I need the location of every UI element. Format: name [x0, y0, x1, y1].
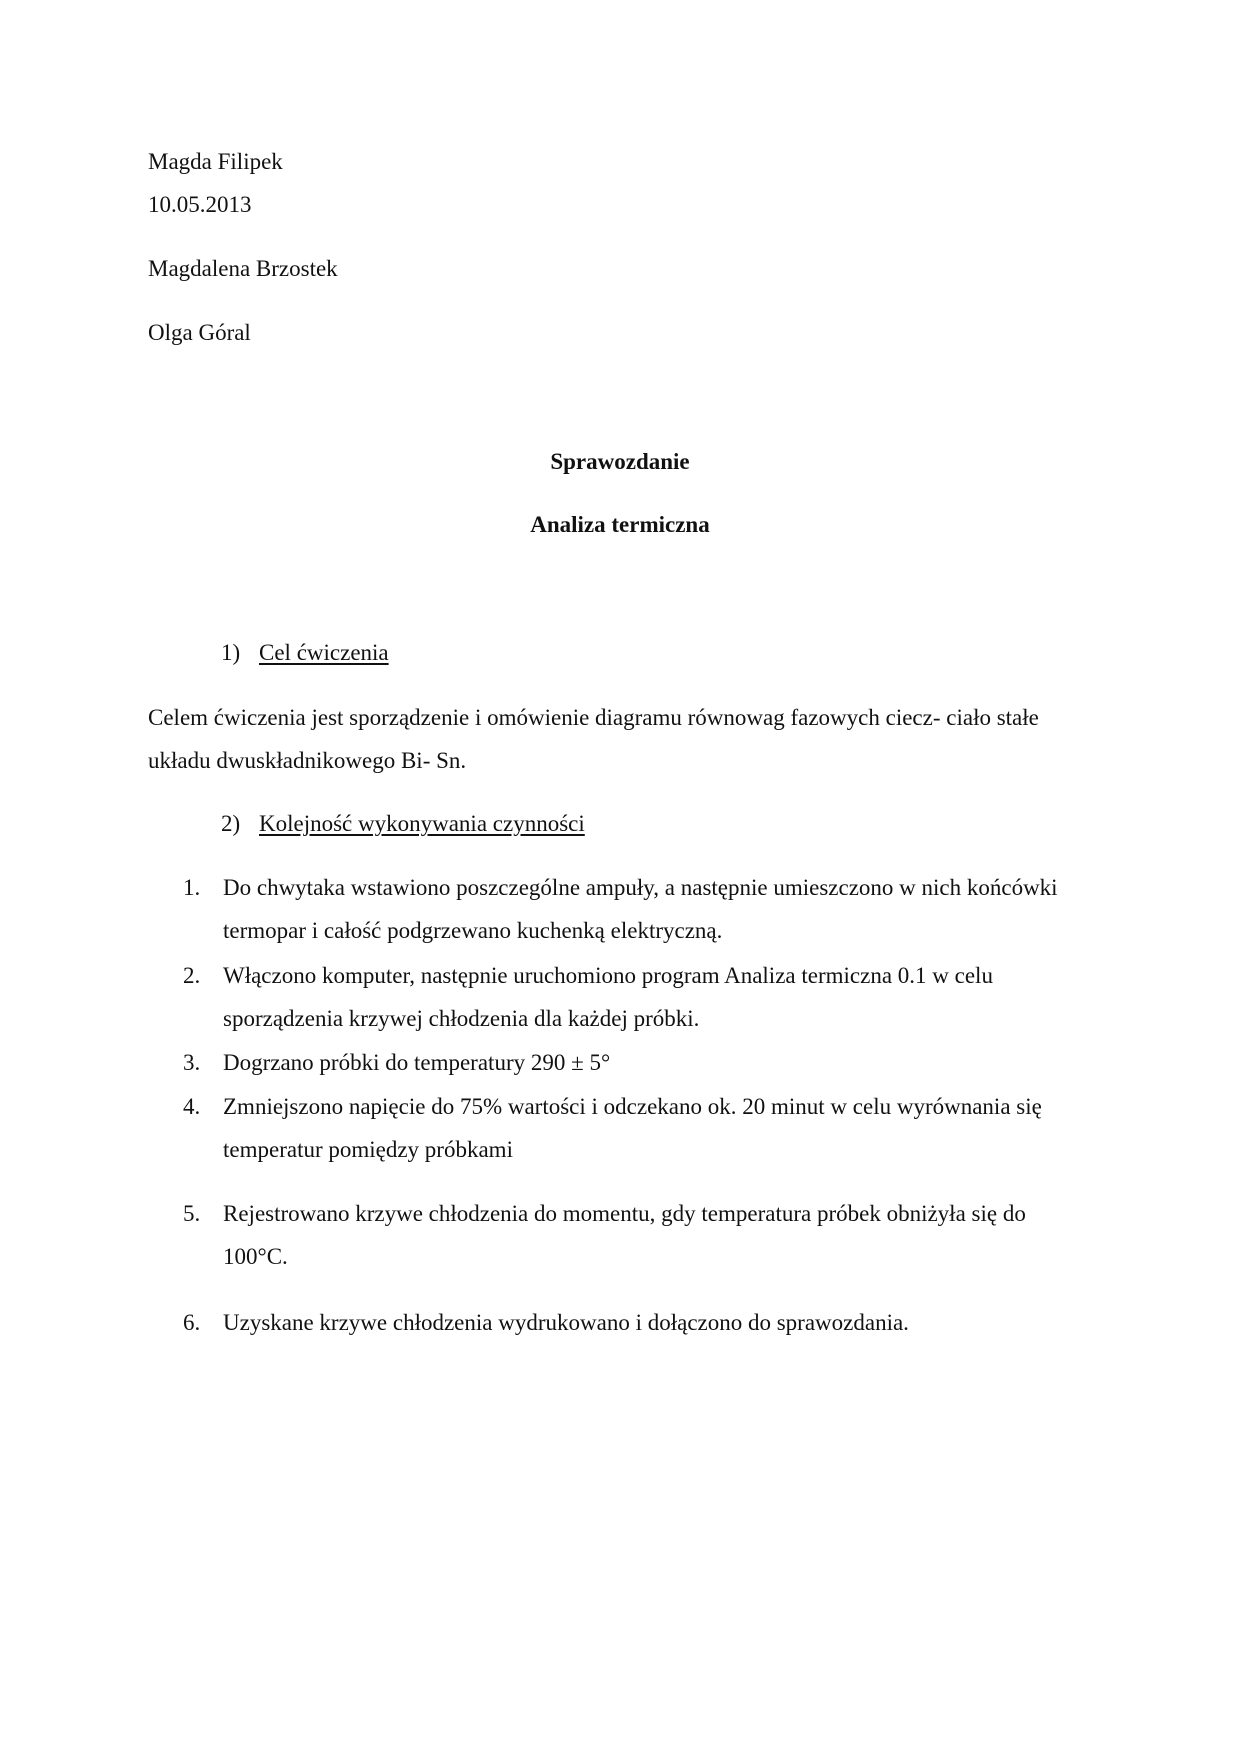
list-item-text: Włączono komputer, następnie uruchomiono program Analiza termiczna 0.1 w celu sporządzenia krzywej chłodzenia dla każdej próbki. — [223, 963, 993, 1031]
goal-paragraph: Celem ćwiczenia jest sporządzenie i omówienie diagramu równowag fazowych ciecz- ciało stałe układu dwuskładnikowego Bi- Sn. — [148, 705, 1039, 773]
list-item-number: 2. — [183, 963, 201, 988]
section-label: Cel ćwiczenia — [259, 640, 389, 665]
list-item-text: Do chwytaka wstawiono poszczególne ampuły, a następnie umieszczono w nich końcówki termopar i całość podgrzewano kuchenką elektryczną. — [223, 875, 1058, 943]
author-name-3: Olga Góral — [148, 320, 251, 345]
list-item-text: Uzyskane krzywe chłodzenia wydrukowano i dołączono do sprawozdania. — [223, 1310, 909, 1335]
list-item-number: 5. — [183, 1201, 201, 1226]
section-number: 1) — [221, 640, 241, 665]
document-subtitle: Analiza termiczna — [530, 512, 710, 537]
section-heading-goal — [221, 639, 389, 667]
list-item-number: 3. — [183, 1050, 201, 1075]
list-item-text: Rejestrowano krzywe chłodzenia do momentu, gdy temperatura próbek obniżyła się do 100°C. — [223, 1201, 1026, 1269]
list-item-number: 4. — [183, 1094, 201, 1119]
list-item-number: 1. — [183, 875, 201, 900]
author-name-1: Magda Filipek — [148, 149, 283, 174]
section-number: 2) — [221, 811, 241, 836]
list-item-text: Zmniejszono napięcie do 75% wartości i odczekano ok. 20 minut w celu wyrównania się temperatur pomiędzy próbkami — [223, 1094, 1042, 1162]
section-heading-procedure — [221, 810, 585, 838]
list-item-text: Dogrzano próbki do temperatury 290 ± 5° — [223, 1050, 611, 1075]
list-item-number: 6. — [183, 1310, 201, 1335]
author-name-2: Magdalena Brzostek — [148, 256, 338, 281]
section-label: Kolejność wykonywania czynności — [259, 811, 585, 836]
document-title: Sprawozdanie — [550, 449, 690, 474]
report-date: 10.05.2013 — [148, 192, 252, 217]
